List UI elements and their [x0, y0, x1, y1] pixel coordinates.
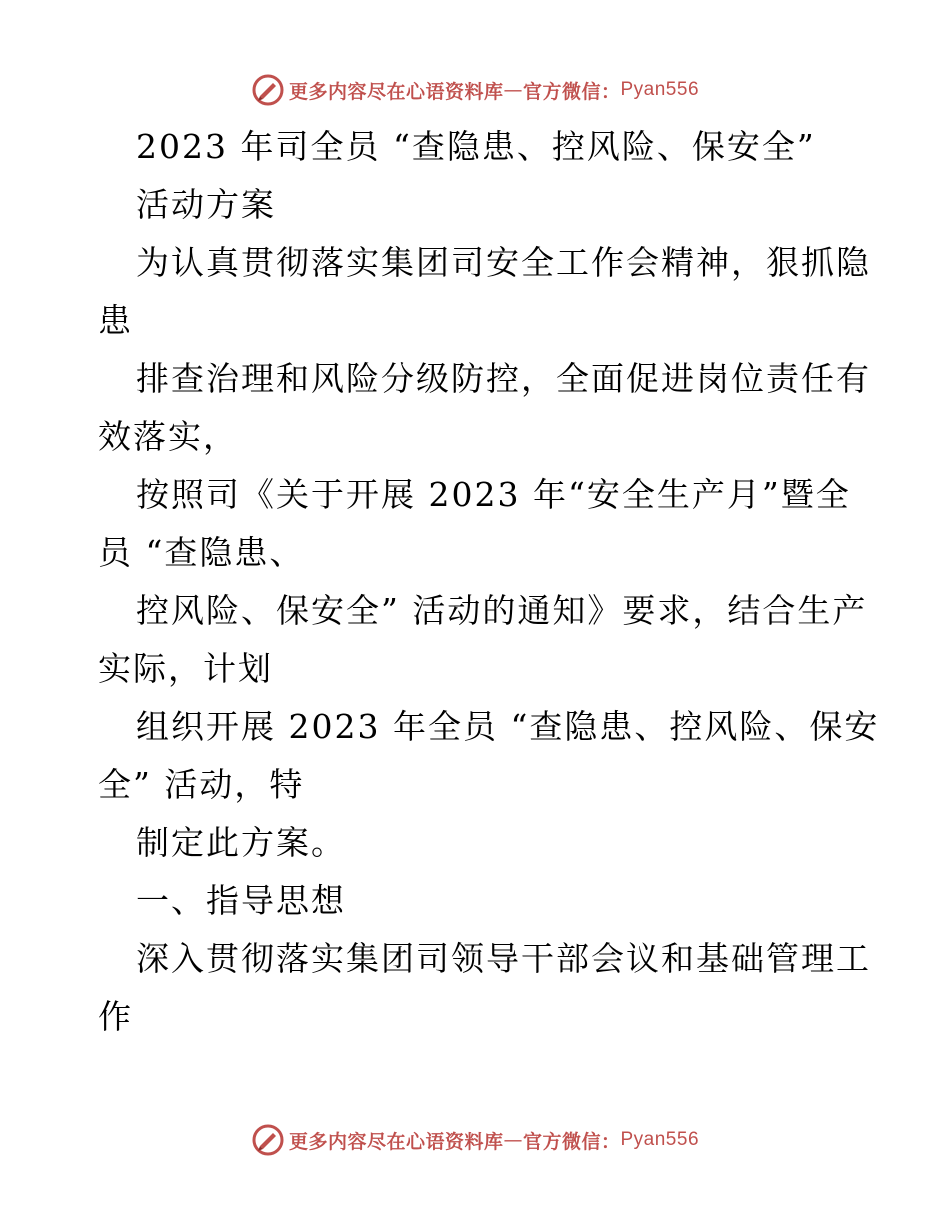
- watermark-dash: —: [503, 1129, 523, 1151]
- paragraph-line: 按照司《关于开展 2023 年“安全生产月”暨全: [136, 475, 851, 514]
- watermark-id: Pyan556: [620, 1129, 700, 1150]
- paragraph-line: 制定此方案。: [136, 823, 346, 862]
- paragraph-line: 效落实，: [98, 417, 238, 456]
- watermark-sub-text: 官方微信：: [522, 80, 621, 103]
- paragraph-line: 深入贯彻落实集团司领导干部会议和基础管理工: [136, 939, 871, 978]
- document-body: [98, 118, 880, 1046]
- pen-logo-icon: [251, 73, 285, 107]
- doc-subtitle-line: 活动方案: [136, 185, 276, 224]
- paragraph-line: 为认真贯彻落实集团司安全工作会精神，狠抓隐: [136, 243, 871, 282]
- paragraph-line: 控风险、保安全” 活动的通知》要求，结合生产: [136, 591, 868, 630]
- watermark-dash: —: [503, 79, 523, 101]
- section-heading: 一、指导思想: [136, 881, 346, 920]
- paragraph-line: 组织开展 2023 年全员 “查隐患、控风险、保安: [136, 707, 880, 746]
- watermark-sub-text: 官方微信：: [522, 1130, 621, 1153]
- watermark-main-text: 更多内容尽在心语资料库: [288, 80, 504, 103]
- paragraph-line: 员 “查隐患、: [98, 533, 305, 572]
- paragraph-line: 排查治理和风险分级防控，全面促进岗位责任有: [136, 359, 871, 398]
- paragraph-line: 实际，计划: [98, 649, 273, 688]
- doc-title-line: 2023 年司全员 “查隐患、控风险、保安全”: [136, 127, 816, 166]
- watermark-main-text: 更多内容尽在心语资料库: [288, 1130, 504, 1153]
- paragraph-line: 全” 活动，特: [98, 765, 305, 804]
- watermark-id: Pyan556: [620, 79, 700, 100]
- pen-logo-icon: [251, 1123, 285, 1157]
- paragraph-line: 作: [98, 997, 133, 1036]
- footer-watermark: [0, 1120, 950, 1160]
- header-watermark: [0, 70, 950, 110]
- paragraph-line: 患: [98, 301, 133, 340]
